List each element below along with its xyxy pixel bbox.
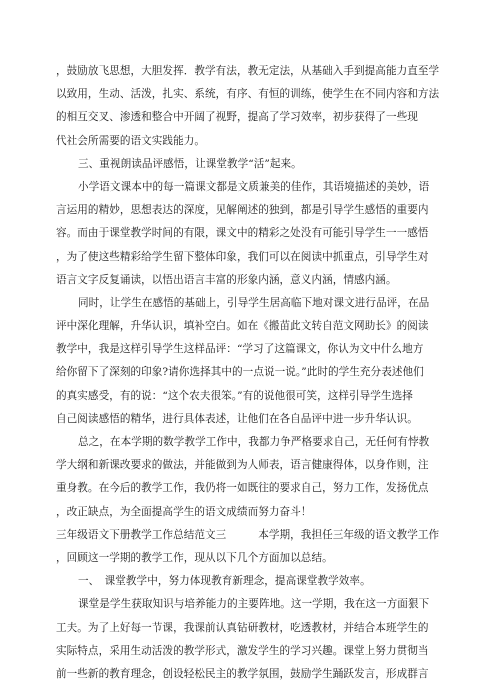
text-line: 同时，让学生在感悟的基础上，引导学生居高临下地对课文进行品评，在品 <box>78 296 430 309</box>
text-line: 重身教。在今后的教学工作，我仍将一如既往的要求自己，努力工作，发扬优点 <box>56 482 429 495</box>
text-line: ，改正缺点，为全面提高学生的语文成绩而努力奋斗！ <box>56 505 312 518</box>
text-line: 总之，在本学期的数学教学工作中，我都力争严格要求自己，无任何有悖教 <box>78 436 430 448</box>
text-line: 容。而由于课堂教学时间的有限，课文中的精彩之处没有可能引导学生一一感悟 <box>56 227 429 240</box>
text-line: 课堂是学生获取知识与培养能力的主要阵地。这一学期，我在这一方面狠下 <box>78 598 430 611</box>
text-line: 言运用的精妙，思想表达的深度，见解阐述的独到，都是引导学生感悟的重要内 <box>56 204 429 217</box>
text-line: 小学语文课本中的每一篇课文都是文质兼美的佳作，其语境描述的美妙，语 <box>78 180 430 193</box>
text-line: 教学中，我是这样引导学生这样品评：“学习了这篇课文，你认为文中什么地方 <box>56 343 424 356</box>
text-line: ，为了使这些精彩给学生留下整体印象，我们可以在阅读中抓重点，引导学生对 <box>56 250 429 263</box>
text-line: 自己阅读感悟的精华，进行具体表述，让他们在各自品评中进一步升华认识。 <box>56 412 418 425</box>
text-line: 给你留下了深刻的印象?请你选择其中的一点说一说。”此时的学生充分表述他们 <box>56 366 424 379</box>
text-line: ，回顾这一学期的教学工作，现从以下几个方面加以总结。 <box>56 551 333 564</box>
text-line: 实际特点，采用生动活泼的教学形式，激发学生的学习兴趣。课堂上努力贯彻当 <box>56 644 429 657</box>
text-line: 代社会所需要的语文实践能力。 <box>56 134 206 147</box>
text-line: 三、重视朗读品评感悟，让课堂教学“活”起来。 <box>78 157 302 170</box>
text-line: 学大纲和新课改要求的做法，并能做到为人师表，语言健康得体，以身作则，注 <box>56 459 429 472</box>
text-line: 以致用，生动、活泼，扎实、系统，有序、有恒的训练，使学生在不同内容和方法 <box>56 88 440 101</box>
document-page <box>56 60 446 686</box>
text-line: 一、 课堂教学中，努力体现教育新理念，提高课堂教学效率。 <box>78 575 371 588</box>
text-line: 三年级语文下册教学工作总结范文三 本学期，我担任三年级的语文教学工作 <box>56 528 440 541</box>
text-line: 语言文字反复诵读，以悟出语言丰富的形象内涵，意义内涵，情感内涵。 <box>56 273 397 286</box>
text-line: 评中深化理解，升华认识，填补空白。如在《搬苗此文转自范文网助长》的阅读 <box>56 320 429 333</box>
text-line: ，鼓励放飞思想，大胆发挥．教学有法，教无定法，从基础入手到提高能力直至学 <box>56 65 440 77</box>
text-line: 的相互交叉、渗透和整合中开阔了视野，提高了学习效率，初步获得了一些现 <box>56 111 418 124</box>
text-line: 前一些新的教育理念，创设轻松民主的教学氛围，鼓励学生踊跃发言，形成群言 <box>56 667 429 680</box>
text-line: 工夫。为了上好每一节课，我课前认真钻研教材，吃透教材，并结合本班学生的 <box>56 621 429 634</box>
text-line: 的真实感受，有的说：“这个农夫很笨。”有的说他很可笑，这样引导学生选择 <box>56 389 413 402</box>
